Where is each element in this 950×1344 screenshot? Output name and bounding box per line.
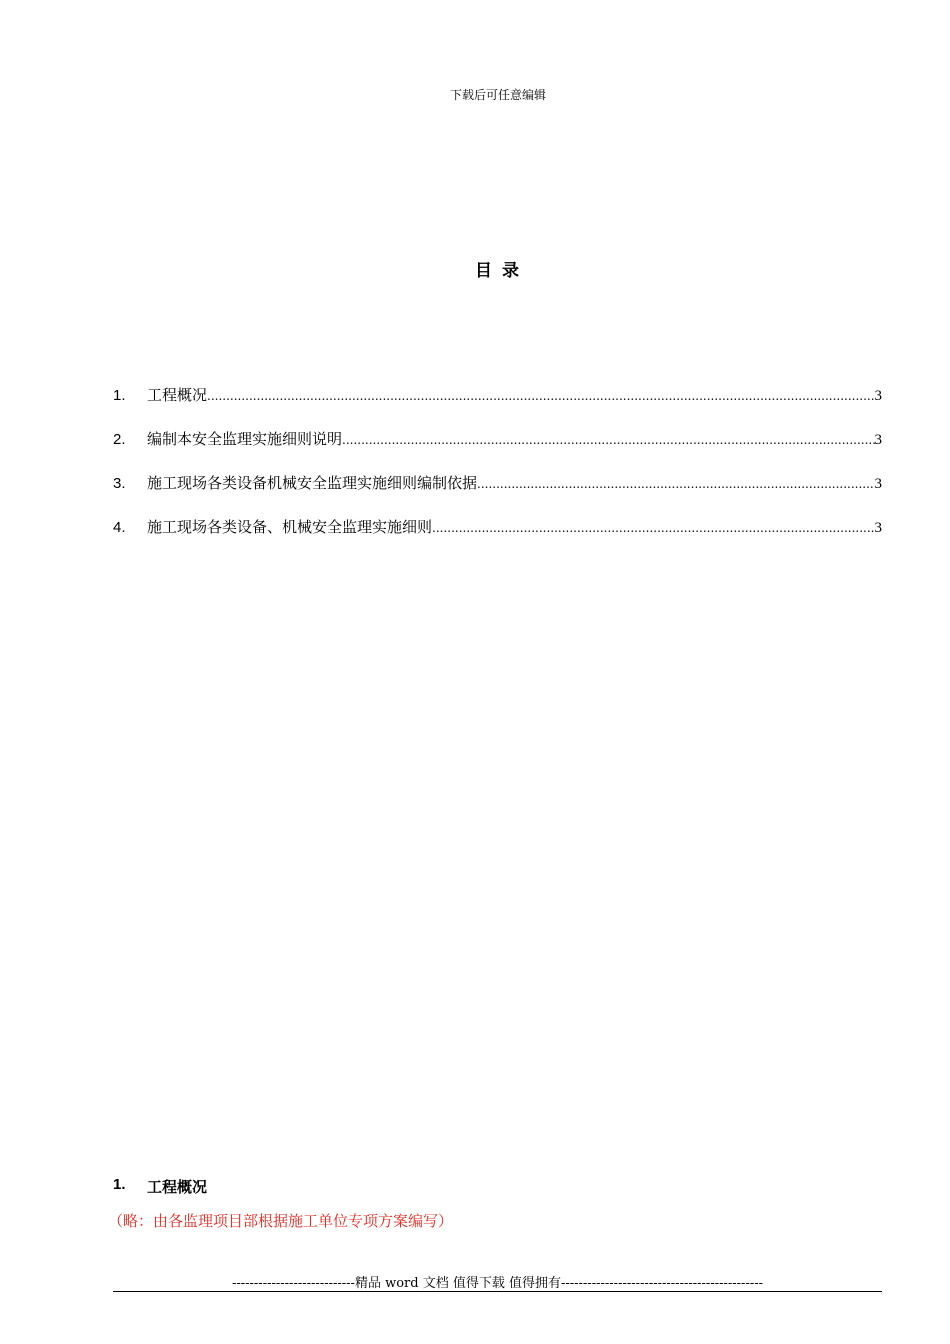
section-note: （略：由各监理项目部根据施工单位专项方案编写）	[108, 1212, 454, 1230]
toc-entry-page: 3	[874, 388, 882, 404]
footer-text: ----------------------------精品 word 文档 值得下载 值得拥有----------------------------------------------	[231, 1276, 764, 1291]
toc-entry-text: 施工现场各类设备机械安全监理实施细则编制依据	[147, 474, 478, 492]
header-note: 下载后可任意编辑	[449, 88, 546, 102]
footer-divider	[113, 1291, 882, 1292]
toc-entry-page: 3	[874, 520, 882, 536]
toc-entry[interactable]	[113, 472, 882, 516]
toc-dot-leader	[432, 521, 874, 535]
toc-entry-page: 3	[874, 476, 882, 492]
toc-title: 目 录	[475, 261, 521, 281]
section-title: 工程概况	[147, 1178, 208, 1196]
toc-entry[interactable]	[113, 428, 882, 472]
toc-entry-text: 施工现场各类设备、机械安全监理实施细则	[147, 518, 433, 536]
toc-entry-number: 1.	[113, 387, 126, 404]
toc-dot-leader	[342, 433, 874, 447]
section-heading	[113, 1176, 207, 1197]
table-of-contents	[113, 384, 882, 560]
toc-dot-leader	[477, 477, 874, 491]
toc-entry-number: 2.	[113, 431, 126, 448]
toc-entry-text: 工程概况	[147, 386, 208, 404]
toc-dot-leader	[207, 389, 874, 403]
toc-entry-text: 编制本安全监理实施细则说明	[147, 430, 343, 448]
toc-entry-number: 4.	[113, 519, 126, 536]
section-number: 1.	[113, 1176, 126, 1193]
toc-entry-number: 3.	[113, 475, 126, 492]
toc-entry[interactable]	[113, 516, 882, 560]
toc-entry-page: 3	[874, 432, 882, 448]
toc-entry[interactable]	[113, 384, 882, 428]
